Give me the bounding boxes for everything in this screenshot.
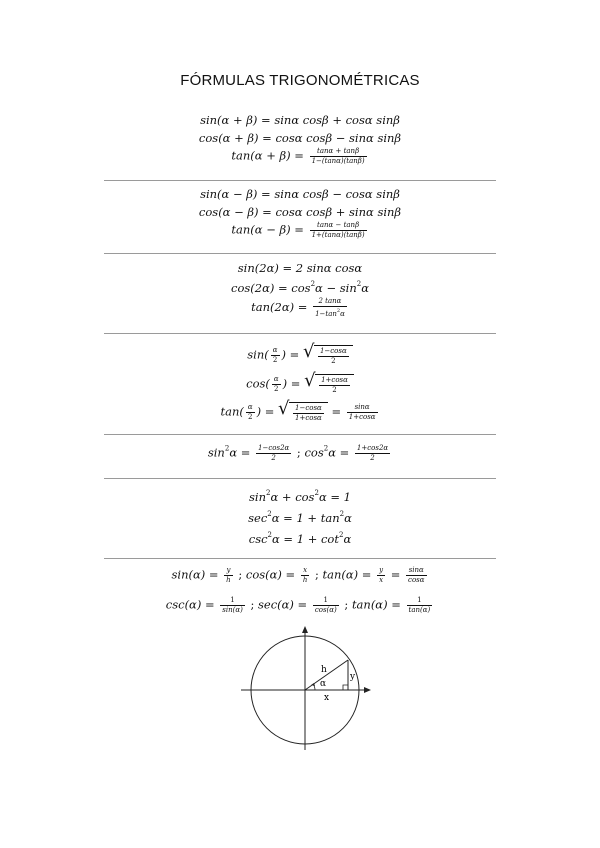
cos-double-formula: $\cos(2\alpha) = \cos^2\alpha - \sin^2\alpha$ <box>231 280 369 295</box>
unit-circle-diagram <box>235 622 375 757</box>
sin-double-formula: sin(2α) = 2 sinα cosα <box>237 261 363 275</box>
divider <box>104 434 496 435</box>
tan-diff-formula: tan(α − β) = $\frac{\tan\alpha - \tan\beta}{1+(\tan\alpha)(\tan\beta)}$ <box>231 221 365 239</box>
label-alpha: α <box>320 679 327 689</box>
page-title: FÓRMULAS TRIGONOMÉTRICAS <box>180 72 420 89</box>
sin-diff-formula: sin(α − β) = sinα cosβ − cosα sinβ <box>200 187 400 201</box>
x-axis-arrow <box>364 687 371 693</box>
divider <box>104 478 496 479</box>
sin-half-formula: sin( $\frac{\alpha}{2}$ ) = √ $\frac{1-\cos\alpha}{2}$ <box>0 345 600 366</box>
pythagorean-identity-3: $\csc^2\alpha = 1 + \cot^2\alpha$ <box>248 531 352 546</box>
pythagorean-identity-2: $\sec^2\alpha = 1 + \tan^2\alpha$ <box>248 510 352 525</box>
tan-half-formula: tan( $\frac{\alpha}{2}$ ) = √ $\frac{1-\cos\alpha}{1+\cos\alpha}$ = $\frac{\sin\alpha}{1+\cos\alpha}$ <box>220 398 376 422</box>
divider <box>104 558 496 559</box>
label-x: x <box>324 693 330 703</box>
label-h: h <box>321 665 327 675</box>
tan-double-formula: tan(2α) = $\frac{2 \tan\alpha}{1-\tan^2\alpha}$ <box>251 297 345 318</box>
right-angle-mark <box>343 685 348 690</box>
divider <box>104 180 496 181</box>
pythagorean-identity-1: $\sin^2\alpha + \cos^2\alpha = 1$ <box>249 489 351 504</box>
divider <box>104 253 496 254</box>
cos-sum-formula: cos(α + β) = cosα cosβ − sinα sinβ <box>198 131 402 145</box>
cos-half-formula: cos( $\frac{\alpha}{2}$ ) = √ $\frac{1+\cos\alpha}{2}$ <box>0 374 600 395</box>
y-axis-arrow <box>302 626 308 633</box>
sin-sum-formula: sin(α + β) = sinα cosβ + cosα sinβ <box>200 113 400 127</box>
divider <box>104 333 496 334</box>
reciprocal-definitions: csc(α) = $\frac{1}{\sin(\alpha)}$ ; sec(α) = $\frac{1}{\cos(\alpha)}$ ; tan(α) = $\frac{1}{\tan(\alpha)}$ <box>165 596 431 614</box>
tan-sum-formula: tan(α + β) = $\frac{\tan\alpha + \tan\beta}{1-(\tan\alpha)(\tan\beta)}$ <box>231 147 365 165</box>
basic-definitions: sin(α) = $\frac{y}{h}$ ; cos(α) = $\frac{x}{h}$ ; tan(α) = $\frac{y}{x}$ = $\frac{\sin\alpha}{\cos\alpha}$ <box>171 566 425 584</box>
power-reduction-formula: $\sin^2\alpha$ = $\frac{1-\cos 2\alpha}{2}$ ; $\cos^2\alpha$ = $\frac{1+\cos 2\alpha}{2}$ <box>207 444 389 462</box>
cos-diff-formula: cos(α − β) = cosα cosβ + sinα sinβ <box>198 205 402 219</box>
label-y: y <box>350 672 356 682</box>
